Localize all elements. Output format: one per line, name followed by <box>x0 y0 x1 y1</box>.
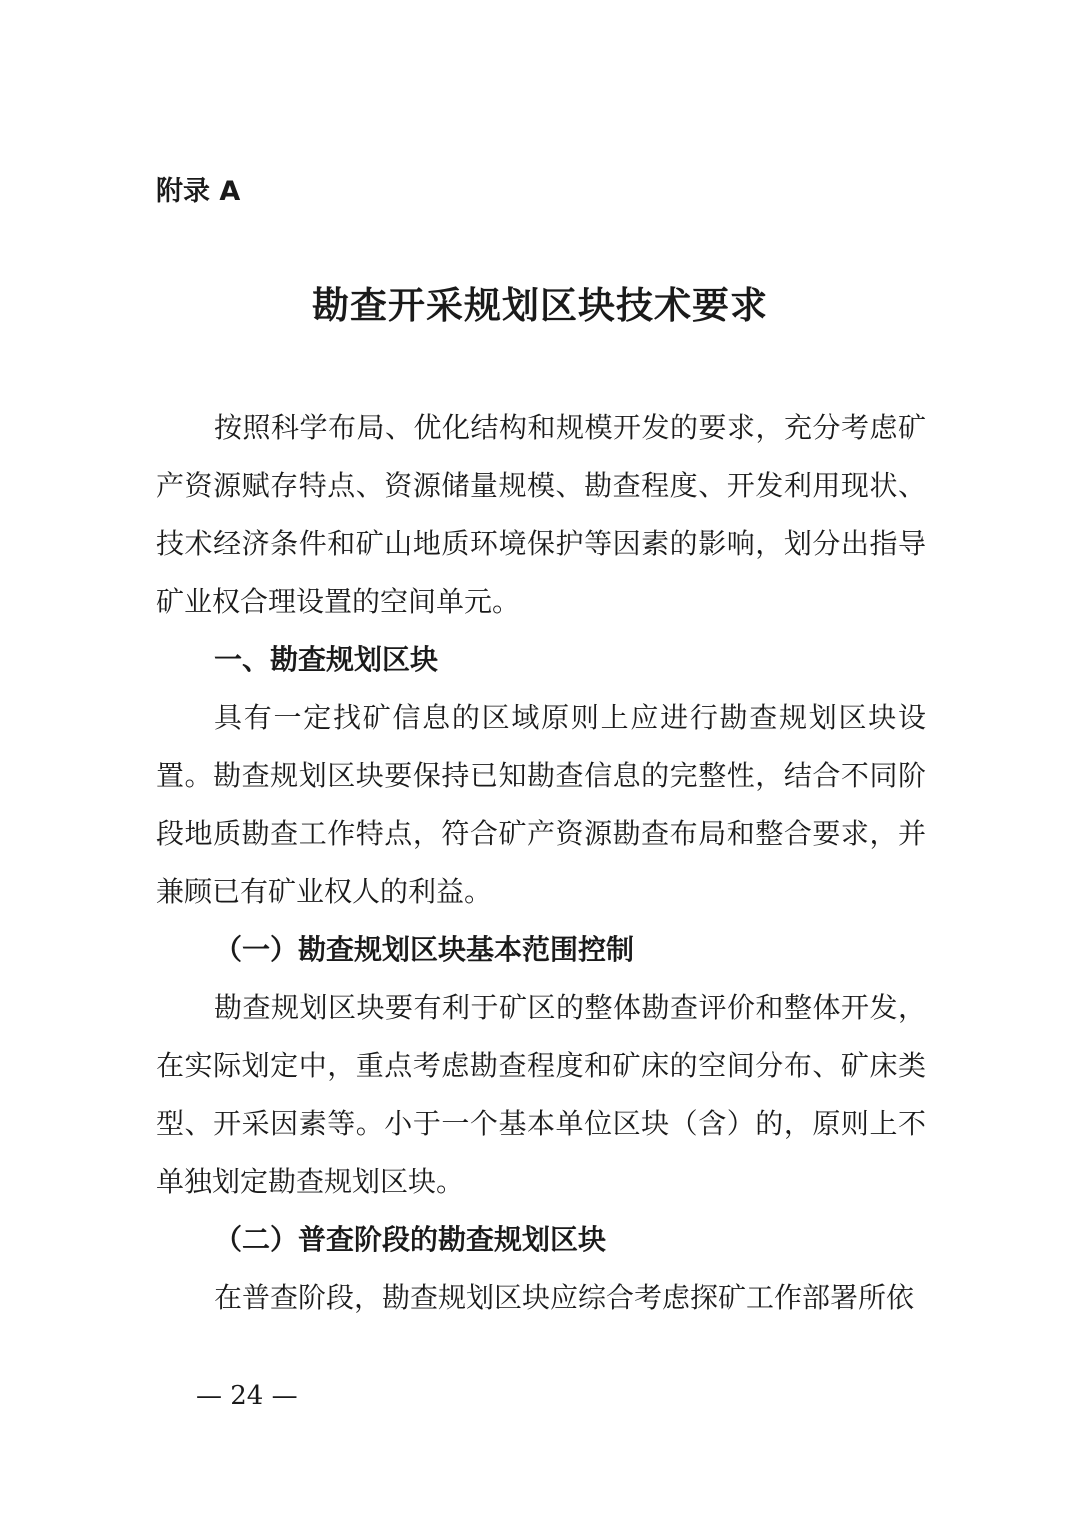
page-title: 勘查开采规划区块技术要求 <box>312 283 768 327</box>
subsection-heading-survey-stage: （二）普查阶段的勘查规划区块 <box>214 1223 607 1256</box>
page-number: — 24 — <box>196 1381 298 1411</box>
section-heading-exploration-blocks: 一、勘查规划区块 <box>214 643 439 676</box>
subsection-paragraph-survey-stage: 在普查阶段，勘查规划区块应综合考虑探矿工作部署所依 <box>214 1281 915 1314</box>
appendix-label: 附录 A <box>156 176 241 207</box>
subsection-heading-basic-scope: （一）勘查规划区块基本范围控制 <box>214 933 635 966</box>
section-paragraph-exploration-blocks: 具有一定找矿信息的区域原则上应进行勘查规划区块设置。勘查规划区块要保持已知勘查信息的完整性，结合不同阶段地质勘查工作特点，符合矿产资源勘查布局和整合要求，并兼顾已有矿业权人的利益。 <box>156 701 926 908</box>
intro-paragraph: 按照科学布局、优化结构和规模开发的要求，充分考虑矿产资源赋存特点、资源储量规模、勘查程度、开发利用现状、技术经济条件和矿山地质环境保护等因素的影响，划分出指导矿业权合理设置的空间单元。 <box>156 411 926 618</box>
subsection-paragraph-basic-scope: 勘查规划区块要有利于矿区的整体勘查评价和整体开发，在实际划定中，重点考虑勘查程度和矿床的空间分布、矿床类型、开采因素等。小于一个基本单位区块（含）的，原则上不单独划定勘查规划区块。 <box>156 991 926 1198</box>
